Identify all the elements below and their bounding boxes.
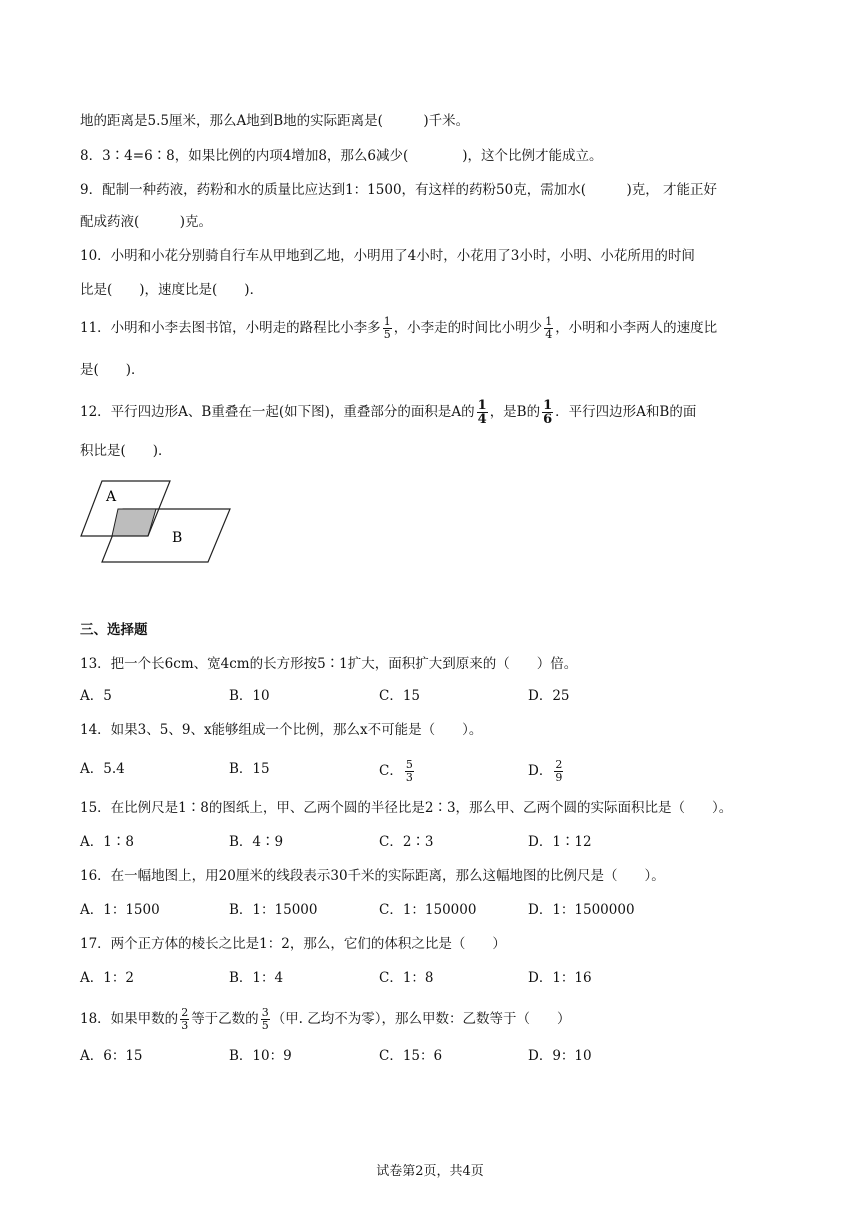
- q15-option-b: B．4∶9: [229, 834, 284, 850]
- question-17: 17．两个正方体的棱长之比是1：2，那么，它们的体积之比是（ ）: [80, 936, 506, 952]
- q18-option-d: D．9：10: [528, 1048, 592, 1064]
- fraction-one-fourth: $\frac{1}{4}$: [545, 315, 553, 341]
- question-10-line-2: 比是( )，速度比是( )．: [80, 282, 264, 298]
- fraction-one-fifth: $\frac{1}{5}$: [383, 315, 391, 341]
- label-b: B: [172, 530, 183, 546]
- question-13: 13．把一个长6cm、宽4cm的长方形按5∶1扩大，面积扩大到原来的（ ）倍。: [80, 656, 578, 672]
- question-11-text-b: ，小李走的时间比小明少: [393, 320, 543, 336]
- question-8: 8．3∶4=6∶8，如果比例的内项4增加8，那么6减少( )，这个比例才能成立。: [80, 148, 603, 164]
- q13-option-a: A．5: [80, 688, 112, 704]
- question-9-line-2: 配成药液( )克。: [80, 214, 213, 230]
- q18-option-a: A．6：15: [80, 1048, 143, 1064]
- q14-option-c: C． $\frac{5}{3}$: [379, 758, 413, 784]
- question-18-text-c: （甲. 乙均不为零），那么甲数：乙数等于（ ）: [271, 1011, 571, 1027]
- q17-option-a: A．1：2: [80, 970, 134, 986]
- parallelogram-figure: [76, 476, 236, 568]
- q15-option-c: C．2∶3: [379, 834, 434, 850]
- page-footer: 试卷第2页，共4页: [376, 1164, 484, 1179]
- q18-option-c: C．15：6: [379, 1048, 443, 1064]
- question-12-line-2: 积比是( )．: [80, 443, 172, 459]
- section-heading-choice: 三、选择题: [80, 622, 148, 638]
- q15-option-a: A．1∶8: [80, 834, 134, 850]
- fraction-five-thirds: $\frac{5}{3}$: [405, 758, 413, 784]
- q13-option-d: D．25: [528, 688, 570, 704]
- question-11-line-1: [80, 316, 717, 341]
- question-14: 14．如果3、5、9、x能够组成一个比例，那么x不可能是（ ）。: [80, 722, 483, 738]
- fraction-three-fifths: $\frac{3}{5}$: [261, 1006, 269, 1032]
- question-12-text-b: ，是B的: [489, 404, 541, 420]
- question-15: 15．在比例尺是1∶8的图纸上，甲、乙两个圆的半径比是2∶3，那么甲、乙两个圆的实际面积比是（ ）。: [80, 800, 733, 816]
- fraction-two-thirds: $\frac{2}{3}$: [181, 1006, 189, 1032]
- question-11-text-a: 11．小明和小李去图书馆，小明走的路程比小李多: [80, 320, 381, 336]
- q16-option-d: D．1：1500000: [528, 902, 635, 918]
- question-18: [80, 1007, 571, 1032]
- question-11-line-2: 是( )．: [80, 362, 145, 378]
- question-12-text-a: 12．平行四边形A、B重叠在一起(如下图)，重叠部分的面积是A的: [80, 404, 475, 420]
- q17-option-d: D．1：16: [528, 970, 592, 986]
- q16-option-b: B．1：15000: [229, 902, 318, 918]
- q15-option-d: D．1∶12: [528, 834, 592, 850]
- question-16: 16．在一幅地图上，用20厘米的线段表示30千米的实际距离，那么这幅地图的比例尺是（ ）。: [80, 868, 665, 884]
- question-18-text-b: 等于乙数的: [191, 1011, 259, 1027]
- question-9-line-1: 9．配制一种药液，药粉和水的质量比应达到1：1500，有这样的药粉50克，需加水( )克， 才能正好: [80, 182, 718, 198]
- fraction-one-sixth-bold: $\frac{1}{6}$: [543, 398, 553, 427]
- label-a: A: [106, 489, 117, 505]
- q18-option-b: B．10：9: [229, 1048, 292, 1064]
- question-12-line-1: [80, 399, 696, 426]
- q13-option-b: B．10: [229, 688, 270, 704]
- q14-option-b: B．15: [229, 761, 270, 777]
- q14-option-d: D． $\frac{2}{9}$: [528, 758, 563, 784]
- question-11-text-c: ，小明和小李两人的速度比: [555, 320, 718, 336]
- question-10-line-1: 10．小明和小花分别骑自行车从甲地到乙地，小明用了4小时，小花用了3小时，小明、小花所用的时间: [80, 248, 695, 264]
- question-12-text-c: ．平行四边形A和B的面: [555, 404, 697, 420]
- question-7-continued: 地的距离是5.5厘米，那么A地到B地的实际距离是( )千米。: [80, 113, 470, 129]
- q17-option-c: C．1：8: [379, 970, 434, 986]
- question-18-text-a: 18．如果甲数的: [80, 1011, 179, 1027]
- fraction-two-ninths: $\frac{2}{9}$: [555, 758, 563, 784]
- q13-option-c: C．15: [379, 688, 421, 704]
- q14-option-a: A．5.4: [80, 761, 125, 777]
- q17-option-b: B．1：4: [229, 970, 284, 986]
- fraction-one-fourth-bold: $\frac{1}{4}$: [477, 398, 487, 427]
- q16-option-a: A．1：1500: [80, 902, 160, 918]
- q16-option-c: C．1：150000: [379, 902, 477, 918]
